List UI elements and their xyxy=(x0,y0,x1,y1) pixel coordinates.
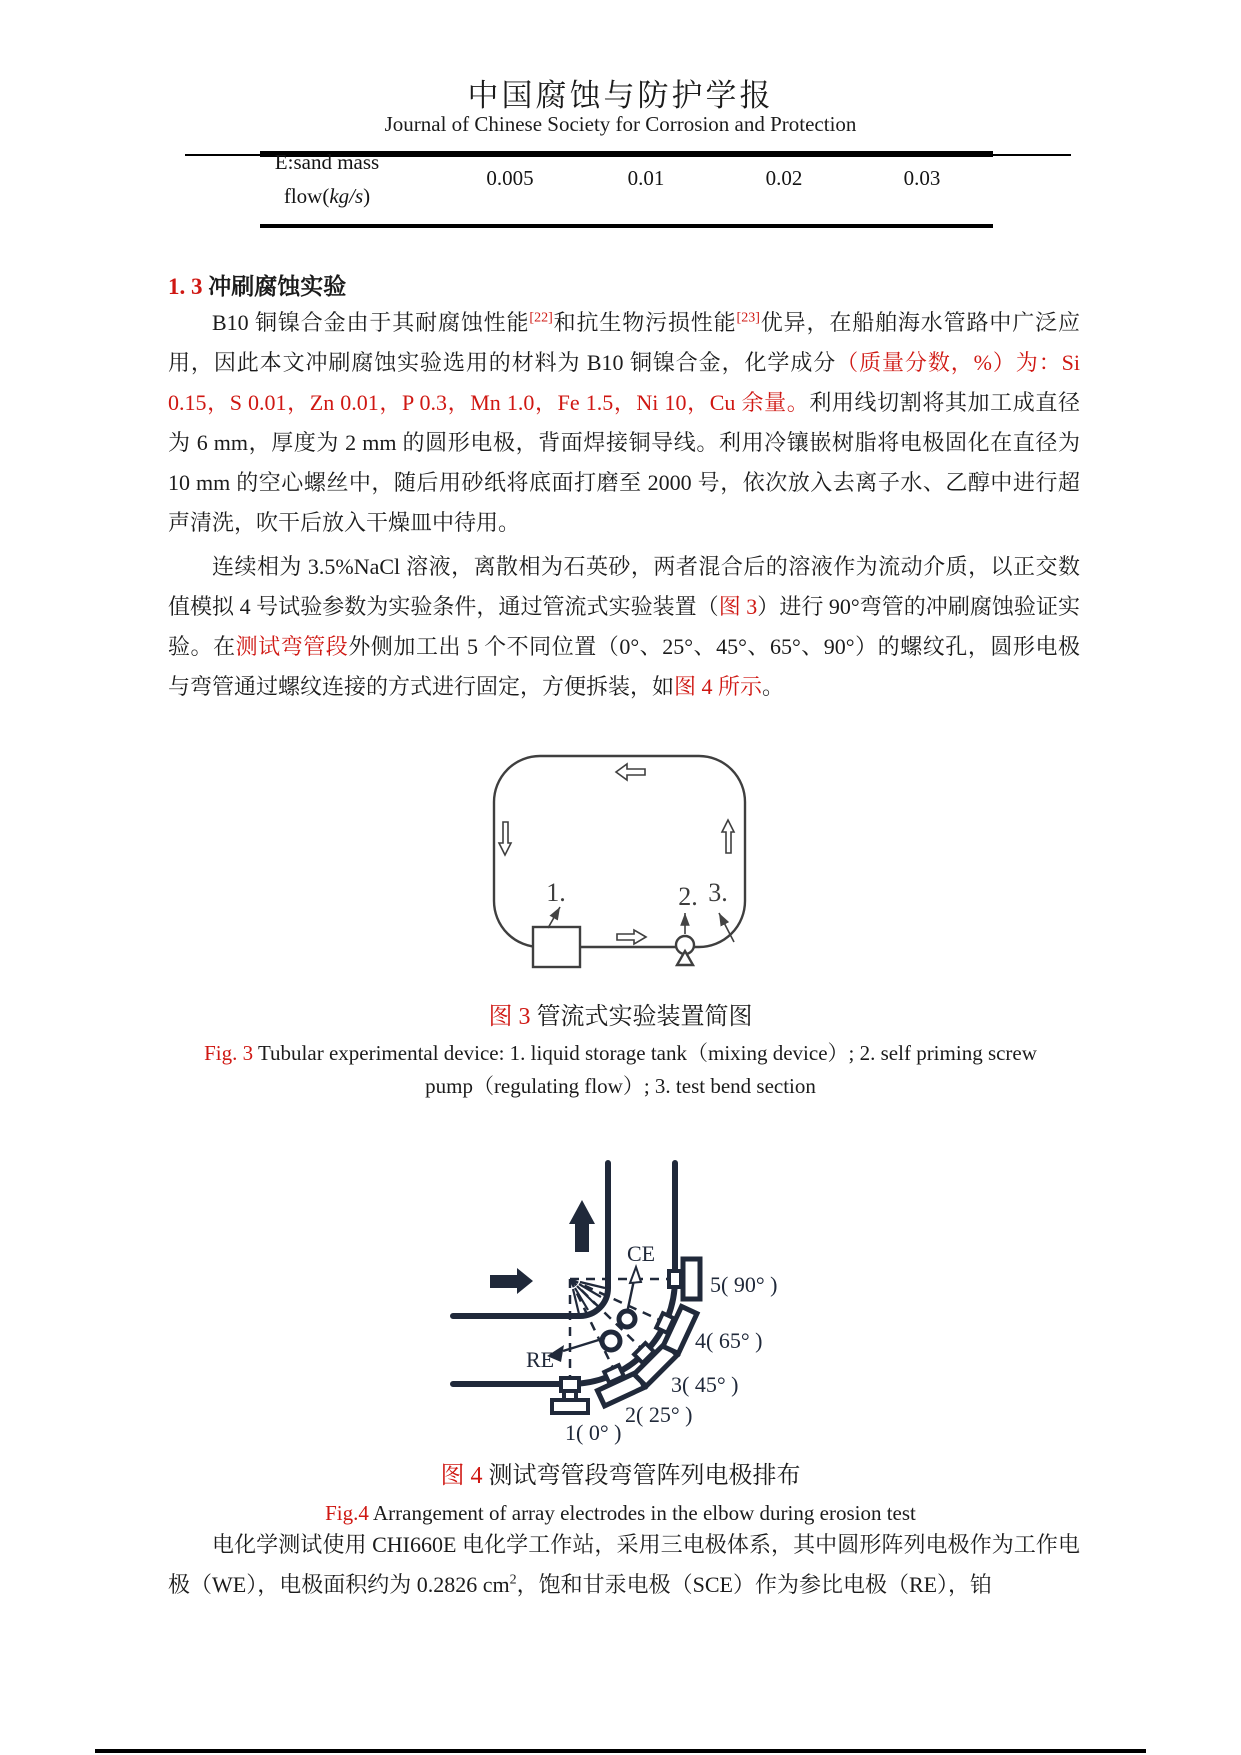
figure4-diagram xyxy=(453,1163,700,1413)
superscript-2: 2 xyxy=(509,1572,517,1588)
flow-arrow-right-icon xyxy=(490,1268,533,1294)
citation-22: [22] xyxy=(529,310,553,326)
text-segment: B10 铜镍合金由于其耐腐蚀性能 xyxy=(212,310,530,335)
fig3-caption-en-label: Fig. 3 xyxy=(204,1041,254,1065)
text-segment: ，饱和甘汞电极（SCE）作为参比电极（RE），铂 xyxy=(516,1572,993,1597)
fig3-caption-en-line2: pump（regulating flow）; 3. test bend section xyxy=(425,1074,816,1098)
table-row-label-suffix: ) xyxy=(363,184,371,208)
journal-title-zh: 中国腐蚀与防护学报 xyxy=(467,78,774,113)
figure3-diagram xyxy=(494,756,745,967)
fig3-label-3: 3. xyxy=(708,878,728,907)
figure4-reference: 图 4 所示 xyxy=(674,674,763,699)
fig4-label-re: RE xyxy=(525,1347,555,1372)
figure3-reference: 图 3 xyxy=(718,594,758,619)
fig4-label-pos2: 2( 25° ) xyxy=(625,1402,693,1427)
fig4-label-pos5: 5( 90° ) xyxy=(710,1272,778,1297)
table-cell-value: 0.02 xyxy=(765,166,803,190)
text-segment: 。 xyxy=(762,674,785,699)
label1-arrow xyxy=(548,907,560,928)
fig3-caption-zh xyxy=(0,996,1241,1031)
text-segment: 外侧加工出 5 个不同位置（0°、25°、45°、65°、90°）的螺纹孔，圆形电极与弯管通过螺纹连接的方式进行固定，方便拆装，如 xyxy=(168,634,1080,699)
text-segment: 电化学测试使用 CHI660E 电化学工作站，采用三电极体系，其中圆形阵列电极作为工作电极（WE），电极面积约为 0.2826 cm xyxy=(168,1532,1080,1597)
table-cell-value: 0.005 xyxy=(486,166,534,190)
journal-title-en: Journal of Chinese Society for Corrosion and Protection xyxy=(384,112,857,136)
ce-arrowhead-icon xyxy=(630,1267,641,1283)
table-row-label-prefix: flow( xyxy=(283,184,330,208)
fig3-caption-zh-text: 管流式实验装置简图 xyxy=(536,1004,753,1030)
array-electrode-dot xyxy=(602,1332,620,1350)
text-segment: 和抗生物污损性能 xyxy=(552,310,737,335)
fig4-caption-zh xyxy=(0,1455,1241,1490)
text-segment-composition: （质量分数，%）为：Si 0.15，S 0.01，Zn 0.01，P 0.3，Mn 1.0，Fe 1.5，Ni 10，Cu 余量。 xyxy=(168,350,1080,415)
storage-tank xyxy=(533,927,580,967)
flow-arrow-up-icon xyxy=(722,820,734,853)
flow-arrow-down-icon xyxy=(499,822,511,855)
fig4-label-pos4: 4( 65° ) xyxy=(695,1328,763,1353)
test-bend-highlight: 测试弯管段 xyxy=(235,634,349,659)
fig4-caption-en-label: Fig.4 xyxy=(325,1501,369,1525)
citation-23: [23] xyxy=(736,310,760,326)
flow-arrow-left-icon xyxy=(616,764,645,780)
array-electrode-dot xyxy=(619,1311,635,1327)
text-segment: 利用线切割将其加工成直径为 6 mm，厚度为 2 mm 的圆形电极，背面焊接铜导线。利用冷镶嵌树脂将电极固化在直径为 10 mm 的空心螺丝中，随后用砂纸将底面打磨至 2000 号，依次放入去离子水、乙醇中进行超声清洗，吹干后放入干燥皿中待用。 xyxy=(168,390,1080,535)
table-cell-value: 0.01 xyxy=(627,166,665,190)
section-title: 冲刷腐蚀实验 xyxy=(208,274,347,299)
fig3-caption-zh-label: 图 3 xyxy=(488,1004,531,1030)
fig4-label-ce: CE xyxy=(626,1241,656,1266)
table-row-label-line1: E:sand mass xyxy=(274,150,380,174)
loop-pipe xyxy=(494,756,745,947)
fig4-label-pos3: 3( 45° ) xyxy=(671,1372,739,1397)
text-segment: ）进行 90°弯管的冲刷腐蚀验证实验。在 xyxy=(168,594,1080,659)
fig4-caption-zh-label: 图 4 xyxy=(440,1463,483,1489)
section-number: 1. 3 xyxy=(168,274,203,299)
fig3-caption-en-line1 xyxy=(0,1037,1241,1070)
fig4-label-pos1: 1( 0° ) xyxy=(565,1420,622,1445)
table-row-label-unit: kg/s xyxy=(329,184,364,208)
text-segment: 优异，在船舶海水管路中广泛应用，因此本文冲刷腐蚀实验选用的材料为 B10 铜镍合金，化学成分 xyxy=(168,310,1080,375)
fig3-caption-en-text1: Tubular experimental device: 1. liquid storage tank（mixing device）; 2. self priming screw xyxy=(257,1041,1037,1065)
fig3-label-2: 2. xyxy=(678,882,698,911)
text-segment: 连续相为 3.5%NaCl 溶液，离散相为石英砂，两者混合后的溶液作为流动介质，以正交数值模拟 4 号试验参数为实验条件，通过管流式实验装置（ xyxy=(168,554,1080,619)
fig4-caption-en-text: Arrangement of array electrodes in the elbow during erosion test xyxy=(372,1501,916,1525)
flow-arrow-right-icon xyxy=(617,930,646,944)
table-cell-value: 0.03 xyxy=(903,166,941,190)
flow-arrow-up-icon xyxy=(569,1200,595,1252)
fig3-caption-en xyxy=(0,1037,1241,1103)
fig3-label-1: 1. xyxy=(546,878,566,907)
page-bottom-rule xyxy=(95,1749,1146,1753)
paragraph-electrochemical xyxy=(168,1525,1080,1605)
fig4-caption-zh-text: 测试弯管段弯管阵列电极排布 xyxy=(488,1463,801,1489)
